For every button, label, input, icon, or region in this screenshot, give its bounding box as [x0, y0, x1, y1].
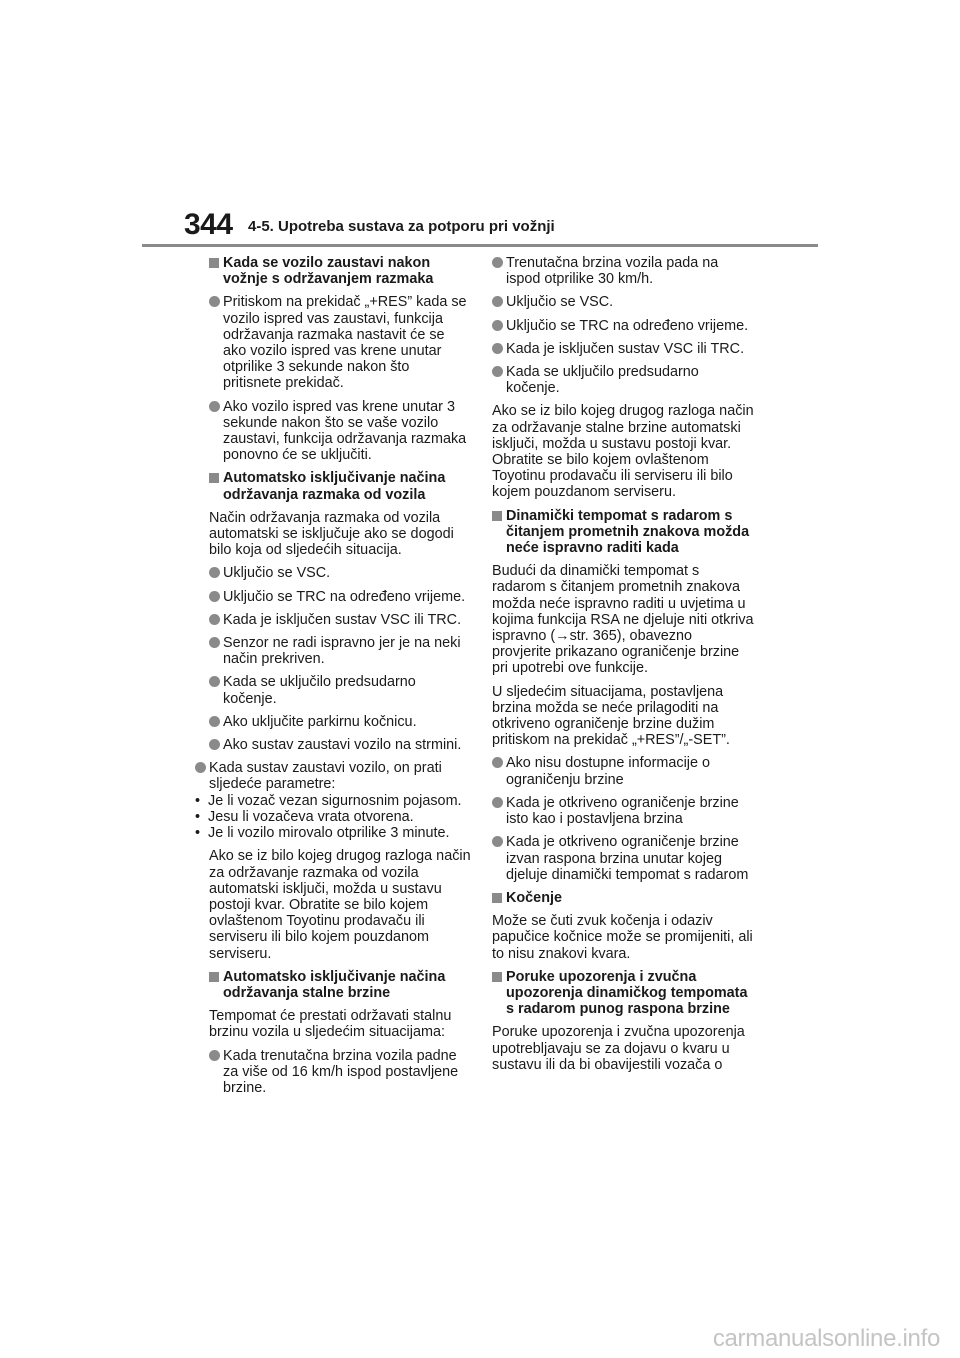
circle-bullet-icon — [492, 318, 503, 335]
bullet-item — [492, 364, 754, 396]
bullet-item — [492, 795, 754, 827]
header-rule — [142, 244, 818, 247]
bullet-item — [209, 294, 471, 391]
section-heading — [209, 969, 471, 1001]
sub-item-text: Je li vozilo mirovalo otprilike 3 minute. — [208, 825, 450, 842]
section-heading — [492, 969, 754, 1018]
paragraph — [492, 913, 754, 962]
block-text: Pritiskom na prekidač „+RES” kada se vozilo ispred vas zaustavi, funkcija održavanja razmaka nastavit će se ako vozilo ispred vas krene unutar otprilike 3 sekunde nakon što pritisnete prekidač. — [223, 294, 467, 392]
section-heading — [492, 508, 754, 557]
circle-bullet-icon — [209, 714, 220, 731]
circle-bullet-icon — [209, 737, 220, 754]
block-text: Senzor ne radi ispravno jer je na neki način prekriven. — [223, 635, 461, 668]
block-text: Kada je isključen sustav VSC ili TRC. — [506, 340, 745, 357]
block-text: Automatsko isključivanje načina održavanja stalne brzine — [223, 968, 446, 1001]
paragraph — [209, 848, 471, 961]
circle-bullet-icon — [195, 760, 206, 777]
block-text: Uključio se TRC na određeno vrijeme. — [223, 588, 466, 605]
block-text: Ako uključite parkirnu kočnicu. — [223, 713, 417, 730]
left-column — [195, 255, 471, 1103]
circle-bullet-icon — [492, 341, 503, 358]
block-text: Kada se uključilo predsudarno kočenje. — [506, 364, 699, 397]
sub-list-item — [195, 825, 471, 841]
bullet-item — [209, 399, 471, 464]
block-text: Ako nisu dostupne informacije o ograničenju brzine — [506, 755, 710, 788]
circle-bullet-icon — [492, 255, 503, 272]
block-text: Kada je otkriveno ograničenje brzine izvan raspona brzina unutar kojeg djeluje dinamički tempomat s radarom — [506, 834, 749, 883]
circle-bullet-icon — [209, 294, 220, 311]
bullet-item — [492, 341, 754, 357]
sub-bullet-icon: • — [195, 808, 201, 825]
section-title: 4-5. Upotreba sustava za potporu pri vožnji — [248, 218, 555, 235]
bullet-item — [209, 714, 471, 730]
square-marker-icon — [492, 508, 502, 525]
sub-bullet-icon: • — [195, 792, 201, 809]
block-text: Kada sustav zaustavi vozilo, on prati sljedeće parametre: — [209, 760, 442, 793]
block-text: Automatsko isključivanje načina održavanja razmaka od vozila — [223, 470, 446, 503]
block-text: Ako se iz bilo kojeg drugog razloga način za održavanje stalne brzine automatski isključi, možda u sustavu postoji kvar. Obratite se bilo kojem ovlaštenom Toyotinu prodavaču ili serviseru ili bilo kojem pouzdanom serviseru. — [492, 403, 754, 501]
block-text: Uključio se VSC. — [223, 565, 331, 582]
circle-bullet-icon — [492, 795, 503, 812]
block-text: Trenutačna brzina vozila pada na ispod otprilike 30 km/h. — [506, 255, 719, 288]
block-text: Kada je otkriveno ograničenje brzine isto kao i postavljena brzina — [506, 794, 739, 828]
square-marker-icon — [209, 969, 219, 986]
bullet-item — [209, 1048, 471, 1097]
circle-bullet-icon — [492, 364, 503, 381]
paragraph — [209, 510, 471, 559]
paragraph — [492, 563, 754, 676]
sub-bullet-icon: • — [195, 825, 201, 842]
circle-bullet-icon — [209, 612, 220, 629]
bullet-item — [209, 589, 471, 605]
square-marker-icon — [209, 255, 219, 272]
bullet-item — [492, 255, 754, 287]
block-text: Kada trenutačna brzina vozila padne za više od 16 km/h ispod postavljene brzine. — [223, 1047, 459, 1096]
section-heading — [209, 470, 471, 502]
bullet-item — [209, 565, 471, 581]
block-text: Može se čuti zvuk kočenja i odaziv papučice kočnice može se promijeniti, ali to nisu znakovi kvara. — [492, 913, 753, 962]
sub-list-item — [195, 809, 471, 825]
circle-bullet-icon — [209, 674, 220, 691]
paragraph — [492, 403, 754, 500]
bullet-item — [209, 737, 471, 753]
circle-bullet-icon — [492, 834, 503, 851]
square-marker-icon — [492, 890, 502, 907]
sub-list-item — [195, 793, 471, 809]
bullet-item — [209, 612, 471, 628]
block-text: Ako vozilo ispred vas krene unutar 3 sekunde nakon što se vaše vozilo zaustavi, funkcija održavanja razmaka ponovno će se uključiti. — [223, 398, 467, 464]
square-marker-icon — [492, 969, 502, 986]
section-heading — [209, 255, 471, 287]
block-text: U sljedećim situacijama, postavljena brzina možda se neće prilagoditi na otkriveno ograničenje brzine dužim pritiskom na prekidač „+RES”/„-SET”. — [492, 683, 730, 749]
block-text: Poruke upozorenja i zvučna upozorenja upotrebljavaju se za dojavu o kvaru u sustavu ili da bi obavijestili vozača o — [492, 1024, 745, 1073]
circle-bullet-icon — [492, 294, 503, 311]
block-text: Poruke upozorenja i zvučna upozorenja dinamičkog tempomata s radarom punog raspona brzine — [506, 968, 748, 1018]
square-marker-icon — [209, 470, 219, 487]
bullet-item — [492, 755, 754, 787]
block-text: Kada se vozilo zaustavi nakon vožnje s održavanjem razmaka — [223, 255, 434, 288]
block-text: Način održavanja razmaka od vozila automatski se isključuje ako se dogodi bilo koja od sljedećih situacija. — [209, 509, 454, 559]
block-text: Budući da dinamički tempomat s radarom s čitanjem prometnih znakova možda neće ispravno raditi u uvjetima u kojima funkcija RSA ne djeluje niti otkriva ispravno (→str. 365), obavezno provjerite prikazano ograničenje brzine pri upotrebi ove funkcije. — [492, 563, 754, 677]
right-column — [492, 255, 754, 1080]
section-heading — [492, 890, 754, 906]
bullet-item — [492, 294, 754, 310]
circle-bullet-icon — [209, 589, 220, 606]
bullet-item — [209, 674, 471, 706]
page-number: 344 — [184, 208, 233, 241]
circle-bullet-icon — [492, 755, 503, 772]
block-text: Tempomat će prestati održavati stalnu brzinu vozila u sljedećim situacijama: — [209, 1008, 452, 1041]
block-text: Kada je isključen sustav VSC ili TRC. — [223, 611, 462, 628]
circle-bullet-icon — [209, 635, 220, 652]
bullet-item — [492, 318, 754, 334]
block-text: Ako sustav zaustavi vozilo na strmini. — [223, 737, 462, 754]
block-text: Uključio se TRC na određeno vrijeme. — [506, 317, 749, 334]
circle-bullet-icon — [209, 1048, 220, 1065]
circle-bullet-icon — [209, 565, 220, 582]
sub-item-text: Je li vozač vezan sigurnosnim pojasom. — [208, 792, 462, 809]
paragraph — [492, 1024, 754, 1073]
circle-bullet-icon — [209, 399, 220, 416]
bullet-item — [209, 635, 471, 667]
paragraph — [209, 1008, 471, 1040]
block-text: Ako se iz bilo kojeg drugog razloga način za održavanje razmaka od vozila automatski isključi, možda u sustavu postoji kvar. Obratite se bilo kojem ovlaštenom Toyotinu prodavaču ili serviseru ili bilo kojem pouzdanom serviseru. — [209, 848, 471, 962]
bullet-item — [195, 760, 471, 841]
block-text: Kočenje — [506, 889, 562, 906]
watermark: carmanualsonline.info — [712, 1325, 940, 1352]
block-text: Uključio se VSC. — [506, 294, 614, 311]
bullet-item — [492, 834, 754, 883]
block-text: Dinamički tempomat s radarom s čitanjem prometnih znakova možda neće ispravno raditi kada — [506, 507, 750, 557]
block-text: Kada se uključilo predsudarno kočenje. — [223, 674, 416, 707]
paragraph — [492, 684, 754, 749]
sub-item-text: Jesu li vozačeva vrata otvorena. — [208, 808, 414, 825]
